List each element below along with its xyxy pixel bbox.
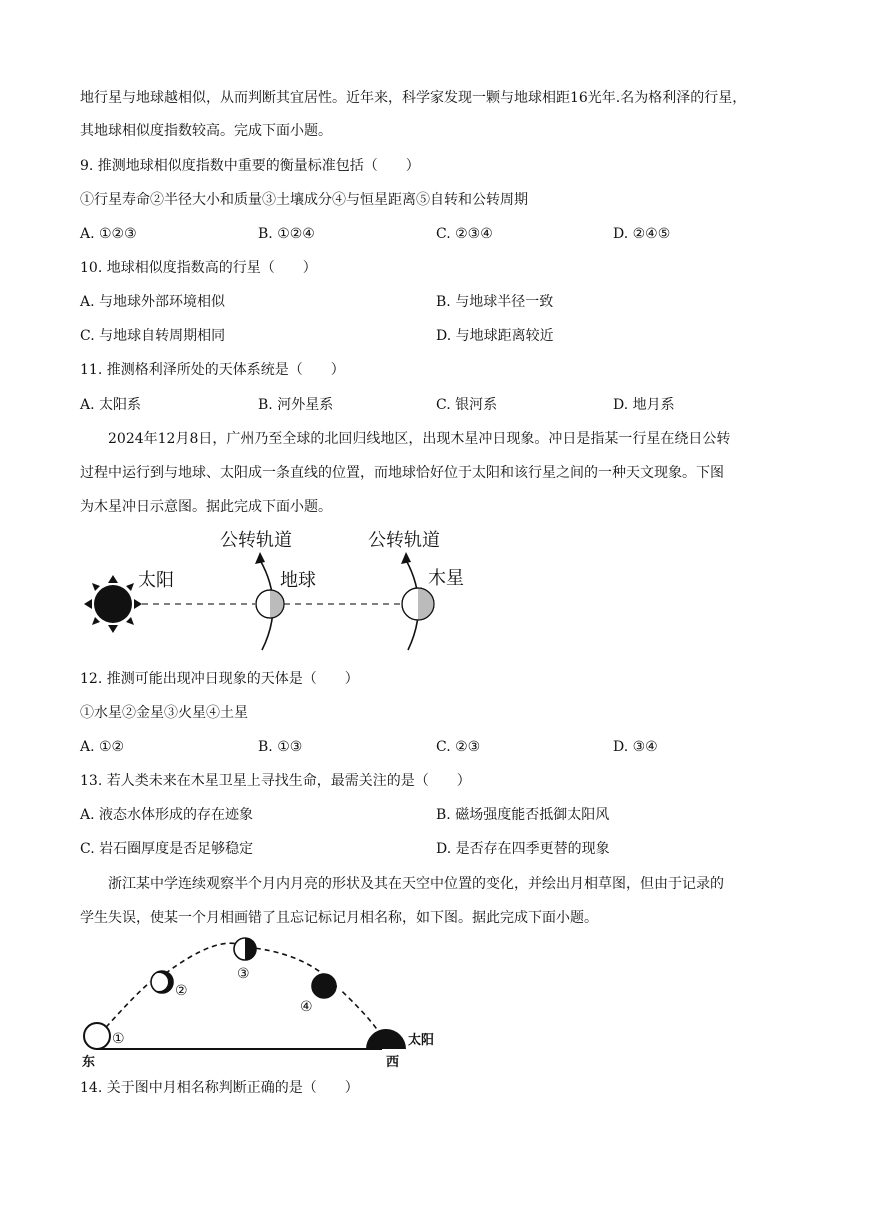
q10-option-d[interactable]: D. 与地球距离较近 bbox=[436, 328, 554, 344]
passage2-line-2: 过程中运行到与地球、太阳成一条直线的位置，而地球恰好位于太阳和该行星之间的一种天文现象。下图 bbox=[80, 465, 724, 481]
q9-option-c[interactable]: C. ②③④ bbox=[436, 226, 493, 242]
passage2-line-1: 2024年12月8日，广州乃至全球的北回归线地区，出现木星冲日现象。冲日是指某一行星在绕日公转 bbox=[108, 431, 731, 447]
moon-2-icon bbox=[150, 971, 173, 993]
moon-4-icon bbox=[312, 974, 340, 998]
q13-stem: 13. 若人类未来在木星卫星上寻找生命，最需关注的是（ ） bbox=[80, 773, 471, 789]
q10-option-b[interactable]: B. 与地球半径一致 bbox=[436, 294, 554, 310]
q13-option-d[interactable]: D. 是否存在四季更替的现象 bbox=[436, 841, 610, 857]
moon-3-label: ③ bbox=[237, 966, 250, 982]
jupiter-orbit-label: 公转轨道 bbox=[368, 530, 440, 551]
jupiter-icon bbox=[402, 588, 434, 620]
earth-icon bbox=[256, 590, 284, 618]
passage3-line-1: 浙江某中学连续观察半个月内月亮的形状及其在天空中位置的变化，并绘出月相草图，但由于记录的 bbox=[108, 876, 724, 892]
sun-label-fig2: 太阳 bbox=[408, 1033, 435, 1048]
earth-orbit-label: 公转轨道 bbox=[220, 530, 292, 551]
q10-option-a[interactable]: A. 与地球外部环境相似 bbox=[80, 294, 226, 310]
east-label: 东 bbox=[82, 1055, 96, 1070]
q12-option-b[interactable]: B. ①③ bbox=[258, 739, 303, 755]
q13-option-c[interactable]: C. 岩石圈厚度是否足够稳定 bbox=[80, 841, 254, 857]
moon-1-label: ① bbox=[112, 1031, 125, 1047]
setting-sun-icon bbox=[366, 1029, 406, 1049]
q10-option-c[interactable]: C. 与地球自转周期相同 bbox=[80, 328, 226, 344]
passage2-line-3: 为木星冲日示意图。据此完成下面小题。 bbox=[80, 499, 332, 515]
q11-option-a[interactable]: A. 太阳系 bbox=[80, 397, 142, 413]
q12-option-a[interactable]: A. ①② bbox=[80, 739, 125, 755]
q11-option-b[interactable]: B. 河外星系 bbox=[258, 397, 334, 413]
q9-items: ①行星寿命②半径大小和质量③土壤成分④与恒星距离⑤自转和公转周期 bbox=[80, 192, 528, 208]
west-label: 西 bbox=[386, 1055, 400, 1070]
intro-line-2: 其地球相似度指数较高。完成下面小题。 bbox=[80, 123, 332, 139]
intro-line-1: 地行星与地球越相似，从而判断其宜居性。近年来，科学家发现一颗与地球相距16光年.名为格利泽的行星， bbox=[80, 90, 747, 106]
q9-stem: 9. 推测地球相似度指数中重要的衡量标准包括（ ） bbox=[80, 158, 420, 174]
moon-1-icon bbox=[84, 1023, 110, 1049]
moon-4-label: ④ bbox=[300, 999, 313, 1015]
q12-option-d[interactable]: D. ③④ bbox=[613, 739, 658, 755]
q9-option-b[interactable]: B. ①②④ bbox=[258, 226, 315, 242]
q13-option-a[interactable]: A. 液态水体形成的存在迹象 bbox=[80, 807, 254, 823]
jupiter-label: 木星 bbox=[428, 568, 464, 589]
sun-icon bbox=[84, 575, 142, 633]
moon-phase-figure bbox=[70, 932, 450, 1072]
moon-2-label: ② bbox=[175, 983, 188, 999]
q12-option-c[interactable]: C. ②③ bbox=[436, 739, 481, 755]
q13-option-b[interactable]: B. 磁场强度能否抵御太阳风 bbox=[436, 807, 610, 823]
q9-option-a[interactable]: A. ①②③ bbox=[80, 226, 137, 242]
moon-3-icon bbox=[234, 938, 256, 960]
q9-option-d[interactable]: D. ②④⑤ bbox=[613, 226, 671, 242]
q12-items: ①水星②金星③火星④土星 bbox=[80, 705, 248, 721]
q14-stem: 14. 关于图中月相名称判断正确的是（ ） bbox=[80, 1080, 359, 1096]
q11-stem: 11. 推测格利泽所处的天体系统是（ ） bbox=[80, 362, 345, 378]
q11-option-c[interactable]: C. 银河系 bbox=[436, 397, 498, 413]
jupiter-opposition-figure bbox=[70, 522, 470, 662]
passage3-line-2: 学生失误，使某一个月相画错了且忘记标记月相名称，如下图。据此完成下面小题。 bbox=[80, 910, 598, 926]
q11-option-d[interactable]: D. 地月系 bbox=[613, 397, 675, 413]
q10-stem: 10. 地球相似度指数高的行星（ ） bbox=[80, 260, 317, 276]
earth-label: 地球 bbox=[280, 570, 316, 591]
sun-label: 太阳 bbox=[138, 570, 174, 591]
q12-stem: 12. 推测可能出现冲日现象的天体是（ ） bbox=[80, 671, 359, 687]
